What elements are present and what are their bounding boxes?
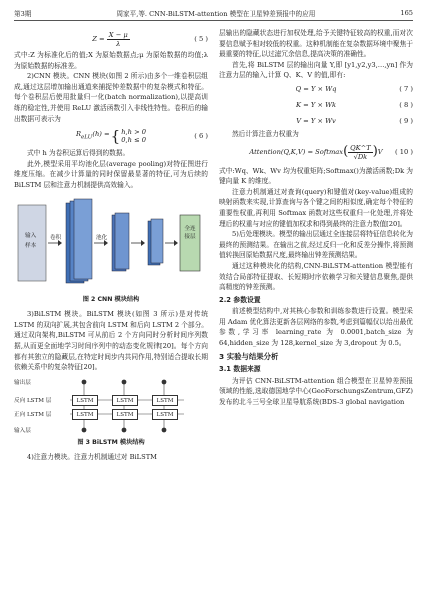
paragraph: 式中:Wq、Wk、Wv 均为权重矩阵;Softmax()为激活函数;Dk 为键向量 K 的维度。 [219, 166, 413, 186]
fc-layer-block [180, 215, 200, 271]
figure-2-cnn: 输入 样本 卷积 池化 全连接层 [14, 195, 208, 293]
figure-3-bilstm: 输出层 反向 LSTM 层 正向 LSTM 层 输入层 LSTM LSTM LSTM LSTM LSTM LSTM [14, 376, 208, 436]
page-header [14, 6, 413, 21]
paragraph: 然后计算注意力权重为 [232, 129, 299, 138]
conv-stack [66, 199, 92, 283]
lstm-cell: LSTM [112, 395, 138, 406]
lstm-cell: LSTM [72, 409, 98, 420]
paragraph: 4)注意力模块。注意力机制通过对 BiLSTM [27, 453, 157, 462]
paragraph: 式中 h 为卷积运算后得到的数据。 [27, 149, 130, 158]
equation-8: K = Y × Wk ( 8 ) [295, 100, 413, 109]
section-heading-3: 3 实验与结果分析 [219, 351, 279, 361]
paragraph: 3)BiLSTM 模块。BiLSTM 模块(如图 3 所示)是对传统 LSTM 的双向扩展,其包含前向 LSTM 和后向 LSTM 2 个部分。通过双向架构,BiLSTM 可从前后 2 个方向同时分析时间序列数据,从而更全面地学习时间序列中的动态变化规律[20]。每个方向都有其独立的隐藏层,在特定时间步内共同作用,特别适合提取长期依赖关系中的复杂特征[20]。 [14, 310, 208, 372]
cnn-diagram [14, 195, 208, 293]
section-heading-3-1: 3.1 数据来源 [219, 365, 261, 374]
paragraph: 为评估 CNN-BiLSTM-attention 组合模型在卫星钟差预报领域的性能,选取德国地学中心(GeoForschungsZentrum,GFZ)发布的北斗三号全球卫星导航系统(BDS-3 global navigation [219, 376, 413, 407]
running-title: 周家平,等. CNN-BiLSTM-attention 模型在卫星钟差预报中的应用 [116, 10, 316, 18]
equation-7: Q = Y × Wq ( 7 ) [295, 84, 413, 93]
section-heading-2-2: 2.2 参数设置 [219, 295, 261, 304]
left-column [14, 28, 208, 463]
figure-3-caption: 图 3 BiLSTM 模块结构 [77, 438, 145, 446]
paragraph: 层输出的隐藏状态进行加权处理,给予关键特征较高的权重,而对次要信息赋予相对较低的权重。这种机制能在复杂数据环境中聚焦于最重要的特征,以过滤冗余信息,提高决策的准确性。 [219, 29, 413, 59]
lstm-cell: LSTM [152, 409, 178, 420]
paragraph: 通过这种模块化的结构,CNN-BiLSTM-attention 模型能有效结合局部特征提取、长短期时序依赖学习和关键信息聚焦,提供高精度的钟差预测。 [219, 261, 413, 292]
equation-6: $R_{eLU}(h)$ = { h,h > 0 0,h ≤ 0 ( 6 ) [75, 126, 208, 145]
issue-number: 第3期 [14, 10, 32, 18]
paragraph: 首先,将 BiLSTM 层的输出向量 Y,即 [y1,y2,y3,…,yn] 作为注意力层的输入,计算 Q、K、V 的值,即有: [219, 60, 413, 80]
paragraph: 5)后处理模块。模型的输出层通过全连接层将特征信息转化为最终的预测结果。在输出之前,经过反归一化和反差分操作,将预测值转换回原始数据尺度,最终输出钟差预测结果。 [219, 230, 413, 260]
paragraph: 前述模型结构中,对其核心参数和训练参数进行设置。模型采用 Adam 优化算法更新各层网络的参数,考虑到篇幅仅以给出最优参数,学习率 learning_rate 为 0.0001,batch_size 为 64,hidden_size 为 128,kernel_size 为 3,dropout 为 0.5。 [219, 307, 413, 348]
paragraph: 式中:Z 为标准化后的值;X 为原始数据点;μ 为原始数据的均值;λ 为原始数据的标准差。 [14, 51, 208, 70]
equation-5: Z = $\frac{X - \mu}{\lambda}$ ( 5 ) [92, 30, 208, 48]
paragraph: 注意力机制通过对查询(query)和键值对(key-value)组成的映射函数来实现,计算查询与各个键之间的相似度,确定每个特征的重要性权重,再利用 Softmax 函数对这些权重归一化处理,并将处理后的权重与对应的键值加权求和得到最终的注意力数值[20]。 [219, 187, 413, 228]
equation-number: ( 5 ) [194, 34, 208, 43]
lstm-cell: LSTM [112, 409, 138, 420]
equation-number: ( 6 ) [194, 131, 208, 140]
lstm-cell: LSTM [152, 395, 178, 406]
page-number: 165 [400, 9, 413, 17]
equation-9: V = Y × Wv ( 9 ) [296, 116, 413, 125]
equation-10: Attention(Q,K,V) = Softmax ( $\frac{QK\^{}T}{√Dk}$ ) V ( 10 ) [249, 144, 413, 162]
paragraph: 2)CNN 模块。CNN 模块(如图 2 所示)由多个一维卷积层组成,通过这层增加输出通道来捕捉钟差数据中的复杂模式和特征。每个卷积层后使用批量归一化(batch normalization),以提高训练的稳定性,并使用 ReLU 激活函数引入非线性特性。卷积后的输出数据可表示为 [14, 72, 208, 123]
pool-stack [112, 213, 129, 271]
paragraph: 此外,模型采用平均池化层(average pooling)对特征图进行维度压缩。在减少计算量的同时保留最显著的特征,可为后续的 BiLSTM 层和注意力机制提供高效输入。 [14, 159, 208, 189]
lstm-cell: LSTM [72, 395, 98, 406]
figure-2-caption: 图 2 CNN 模块结构 [82, 295, 140, 303]
conv-stack-2 [148, 219, 163, 265]
right-column [219, 28, 413, 408]
